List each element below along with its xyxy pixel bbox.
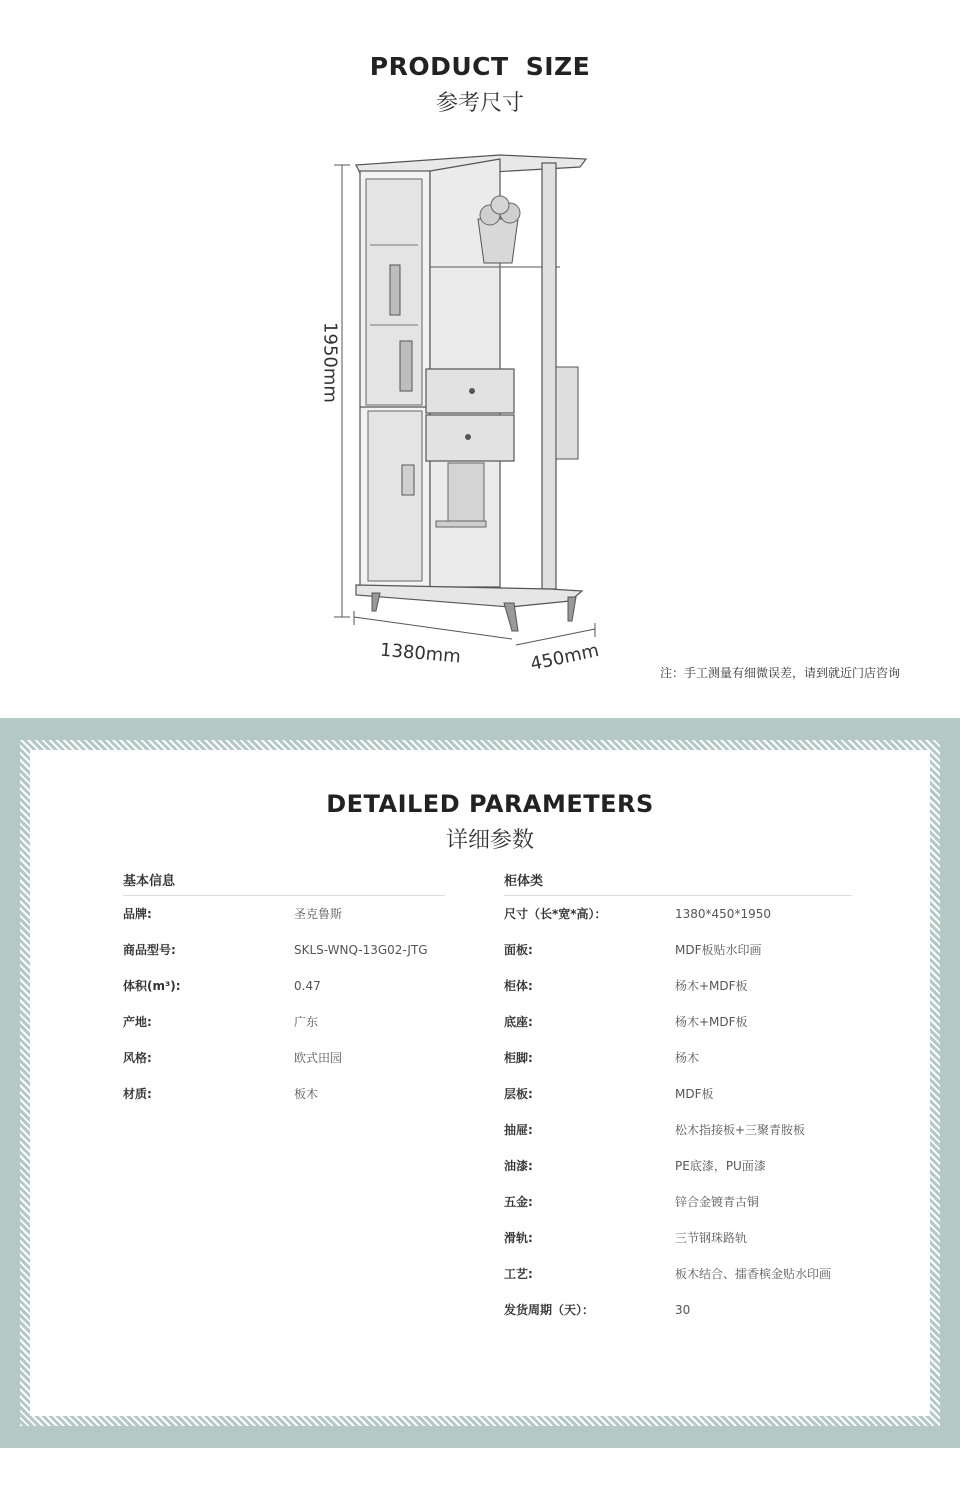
param-value: 板木结合、擂香槟金贴水印画 [675,1267,832,1281]
param-key: 五金: [504,1195,533,1209]
param-key: 品牌: [123,907,152,921]
parameters-subtitle: 详细参数 [445,828,534,853]
param-row [504,1264,852,1300]
param-key: 产地: [123,1015,152,1029]
param-row [504,1084,852,1120]
param-row [504,1012,852,1048]
param-row [504,1048,852,1084]
param-value: 1380*450*1950 [675,907,771,921]
measurement-note: 注：手工测量有细微误差，请到就近门店咨询 [660,666,901,680]
param-key: 柜体: [504,979,533,993]
param-row [504,1156,852,1192]
param-row [504,1192,852,1228]
param-key: 尺寸（长*宽*高）： [504,907,607,921]
param-key: 油漆: [504,1159,533,1173]
param-row [123,1012,445,1048]
param-row [123,1084,445,1120]
detailed-parameters-section [0,718,960,1448]
param-value: 欧式田园 [294,1051,343,1065]
param-value: 30 [675,1303,691,1317]
param-value: 锌合金镀青古铜 [675,1195,760,1209]
height-dimension-label: 1950mm [319,322,341,403]
basic-info-column [123,870,445,1120]
depth-dimension-label: 450mm [528,640,601,675]
param-value: 广东 [294,1015,319,1029]
param-value: 杨木+MDF板 [675,979,748,993]
param-key: 层板: [504,1087,533,1101]
param-row [504,940,852,976]
param-key: 工艺: [504,1267,533,1281]
parameters-title: DETAILED PARAMETERS [326,790,654,818]
basic-info-heading: 基本信息 [123,870,445,896]
param-key: 发货周期（天）： [504,1303,595,1317]
param-value: MDF板贴水印画 [675,943,762,957]
param-value: 三节钢珠路轨 [675,1231,748,1245]
param-value: 板木 [294,1087,319,1101]
param-row [504,1300,852,1336]
param-value: SKLS-WNQ-13G02-JTG [294,943,428,957]
param-key: 滑轨: [504,1231,533,1245]
param-key: 底座: [504,1015,533,1029]
param-value: 松木指接板+三聚青胺板 [675,1123,806,1137]
param-value: PE底漆，PU面漆 [675,1159,766,1173]
striped-frame [20,740,940,1426]
cabinet-info-column [504,870,852,1336]
param-row [504,904,852,940]
param-row [123,940,445,976]
cabinet-drawing [290,145,630,685]
parameters-panel [30,750,930,1416]
param-value: 圣克鲁斯 [294,907,343,921]
param-row [504,976,852,1012]
product-size-title: PRODUCT SIZE [369,52,591,81]
param-value: 杨木 [675,1051,700,1065]
product-size-subtitle: 参考尺寸 [435,91,524,116]
param-key: 商品型号: [123,943,176,957]
param-value: 杨木+MDF板 [675,1015,748,1029]
cabinet-info-heading: 柜体类 [504,870,852,896]
param-key: 风格: [123,1051,152,1065]
param-key: 抽屉: [504,1123,533,1137]
param-key: 材质: [123,1087,152,1101]
param-key: 面板: [504,943,533,957]
param-row [504,1228,852,1264]
param-value: 0.47 [294,979,321,993]
param-value: MDF板 [675,1087,714,1101]
product-size-section [0,0,960,718]
param-key: 体积(m³): [123,979,181,993]
param-row [123,1048,445,1084]
param-row [123,976,445,1012]
width-dimension-label: 1380mm [379,639,462,668]
param-row [504,1120,852,1156]
param-row [123,904,445,940]
param-key: 柜脚: [504,1051,533,1065]
